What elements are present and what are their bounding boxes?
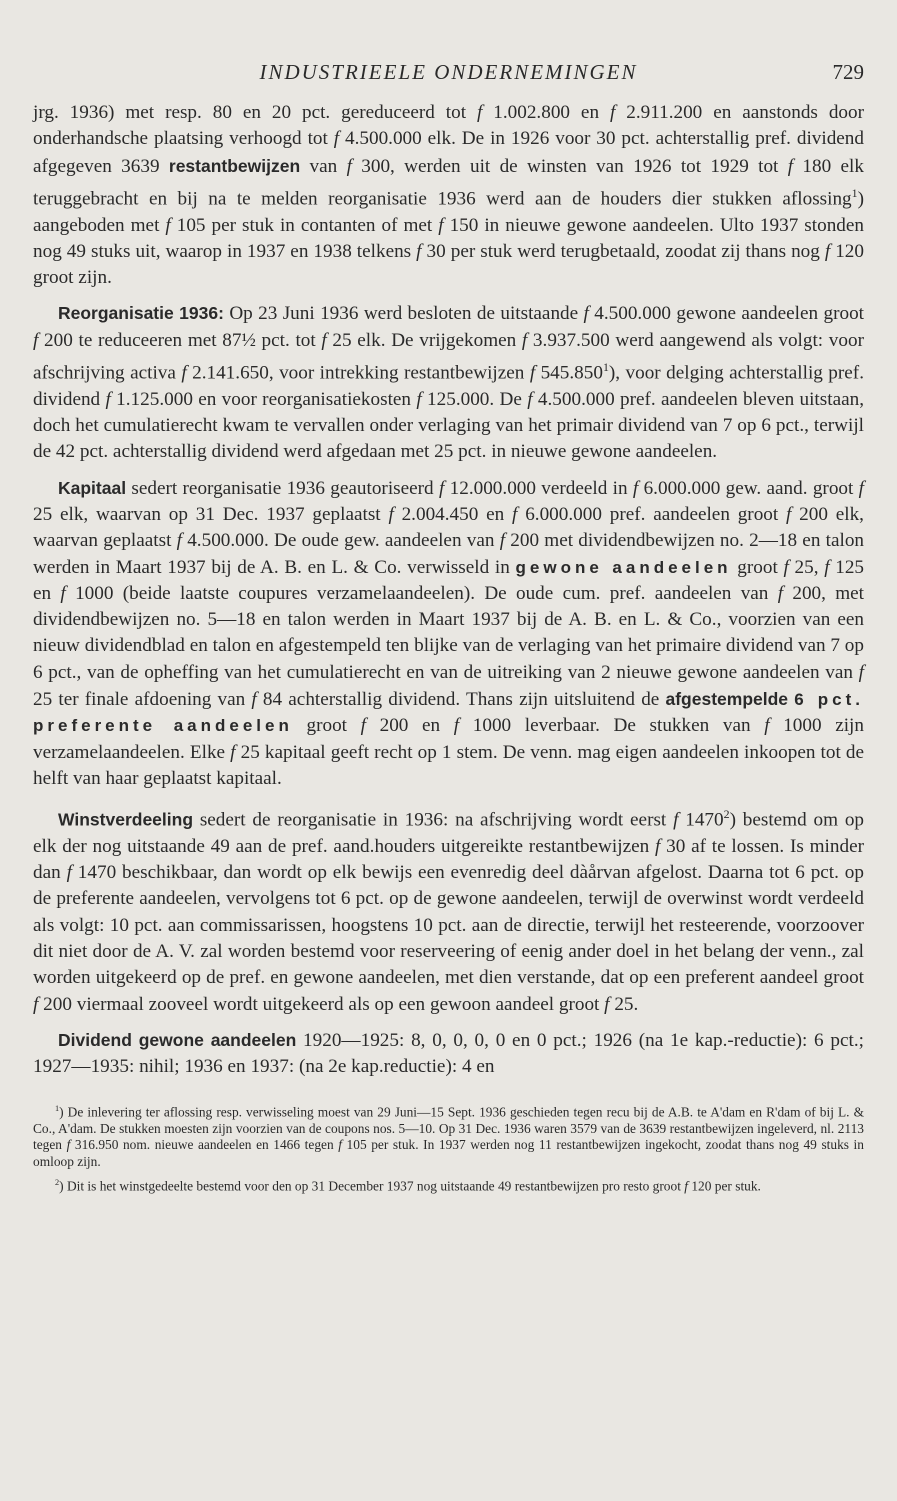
- florin-sign: f: [453, 715, 460, 737]
- paragraph-dividend: [33, 1027, 864, 1081]
- text-run: 200 met dividendbewijzen no. 2—18 en talon werden in Maart 1937 bij de A. B. en L. & Co. verwisseld in: [33, 530, 865, 578]
- paragraph-restantbewijzen: [33, 100, 864, 291]
- footnote-marker: 1: [851, 185, 858, 200]
- body-text: [33, 100, 864, 1081]
- florin-sign: f: [684, 1178, 688, 1194]
- florin-sign: f: [60, 582, 66, 604]
- bold-keyword: Kapitaal: [58, 477, 127, 498]
- florin-sign: f: [321, 329, 327, 351]
- text-run: van: [300, 155, 347, 177]
- text-run: 120 per stuk.: [688, 1178, 761, 1194]
- florin-sign: f: [824, 556, 830, 578]
- text-run: 1000 (beide laatste coupures verzamelaandeelen). De oude cum. pref. aandeelen van: [65, 582, 778, 604]
- florin-sign: f: [33, 329, 39, 351]
- florin-sign: f: [176, 530, 182, 552]
- text-run: 6.000.000 gew. aand. groot: [638, 477, 859, 499]
- text-run: ) bestemd om op elk der nog uitstaande 49 aan de pref. aand.houders uitgereikte restantbewijzen: [33, 809, 865, 857]
- florin-sign: f: [609, 102, 616, 123]
- footnote-1: [33, 1101, 864, 1171]
- text-run: 1920—1925: 8, 0, 0, 0, 0 en 0 pct.; 1926 (na 1e kap.-reductie): 6 pct.; 1927—1935: nihil; 1936 en 1937: (na 2e kap.reductie): 4 en: [33, 1029, 864, 1078]
- text-run: 1470 beschikbaar, dan wordt op elk bewijs een evenredig deel dàårvan afgelost. Daarna tot 6 pct. op de preferente aandeelen, vervolgens tot 6 pct. op de gewone aandeelen, terwijl de overwinst wordt verdeeld als volgt: 10 pct. aan commissarissen, hoogstens 10 pct. aan de directie, terwijl het resteerende, voorzoover dit niet door de A. V. zal worden bestemd voor reserveering of eenig ander doel in het belang der venn., zal worden uitgekeerd op de pref. en gewone aandeelen, met dien verstande, dat op een preferent aandeel groot: [33, 862, 864, 989]
- text-run: 6.000.000 pref. aandeelen groot: [517, 503, 787, 525]
- text-run: 150 in nieuwe gewone aandeelen. Ulto 1937 stonden nog 49 stuks uit, waarop in 1937 en 1938 telkens: [33, 214, 864, 262]
- florin-sign: f: [338, 1137, 342, 1153]
- text-run: 120 groot zijn.: [33, 240, 864, 289]
- text-run: 12.000.000 verdeeld in: [444, 477, 633, 499]
- text-run: ), voor delging achterstallig pref. dividend: [33, 362, 864, 410]
- florin-sign: f: [438, 477, 445, 499]
- text-run: 1.125.000 en voor reorganisatiekosten: [110, 388, 417, 410]
- bold-keyword: Winstverdeeling: [58, 809, 194, 830]
- florin-sign: f: [388, 503, 394, 525]
- text-run: 25 elk. De vrijgekomen: [326, 329, 522, 351]
- florin-sign: f: [105, 388, 111, 410]
- florin-sign: f: [632, 477, 639, 499]
- text-run: sedert de reorganisatie in 1936: na afschrijving wordt eerst: [193, 809, 674, 831]
- text-run: 2.141.650, voor intrekking restantbewijzen: [186, 362, 530, 384]
- florin-sign: f: [786, 503, 792, 525]
- florin-sign: f: [333, 128, 340, 150]
- text-run: 4.500.000 pref. aandeelen bleven uitstaan, doch het cumulatierecht kwam te vervallen onder verlaging van het primair dividend van 7 op 6 pct., terwijl de 42 pct. achterstallig dividend werd afgedaan met 25 pct. in nieuwe gewone aandeelen.: [33, 388, 864, 463]
- text-run: 84 achterstallig dividend. Thans zijn uitsluitend de: [256, 689, 666, 711]
- florin-sign: f: [583, 303, 589, 325]
- text-run: ) aangeboden met: [33, 188, 864, 236]
- footnote-marker: 2: [55, 1178, 60, 1188]
- footnote-marker: 1: [602, 360, 609, 375]
- florin-sign: f: [787, 155, 794, 177]
- text-run: 1000 leverbaar. De stukken van: [459, 715, 765, 737]
- footnote-marker: 1: [55, 1103, 60, 1113]
- florin-sign: f: [477, 102, 483, 123]
- paragraph-winstverdeeling: [33, 801, 864, 1018]
- florin-sign: f: [858, 661, 864, 683]
- text-run: ) Dit is het winstgedeelte bestemd voor den op 31 December 1937 nog uitstaande 49 restantbewijzen pro resto groot: [59, 1178, 685, 1194]
- text-run: 200 te reduceeren met 87½ pct. tot: [38, 329, 322, 351]
- text-run: 1470: [678, 809, 724, 831]
- text-run: groot: [292, 715, 361, 737]
- florin-sign: f: [655, 835, 661, 857]
- page-number: 729: [832, 60, 864, 84]
- text-run: 105 per stuk in contanten of met: [170, 214, 439, 236]
- florin-sign: f: [251, 689, 257, 711]
- florin-sign: f: [512, 503, 518, 525]
- text-run: 125 en: [33, 556, 865, 604]
- text-run: 180 elk teruggebracht en bij na te melden reorganisatie 1936 werd aan de houders dier stukken aflossing: [33, 155, 864, 210]
- florin-sign: f: [604, 993, 610, 1015]
- text-run: 200, met dividendbewijzen no. 5—18 en talon werden in Maart 1937 bij de A. B. en L. & Co., voorzien van een nieuw dividendblad en talon en afgestempeld ten blijke van de verlaging van het primaire dividend van 7 op 6 pct., van de opheffing van het cumulatierecht en van de uitreiking van 2 nieuwe gewone aandeelen van: [33, 582, 864, 683]
- bold-keyword: Dividend gewone aandeelen: [58, 1029, 297, 1050]
- running-header: [33, 60, 864, 92]
- text-run: 200 en: [365, 715, 454, 737]
- florin-sign: f: [673, 809, 679, 831]
- text-run: 1.002.800 en: [482, 102, 610, 123]
- spaced-keyword: gewone aandeelen: [515, 557, 732, 577]
- florin-sign: f: [527, 388, 533, 410]
- florin-sign: f: [66, 862, 72, 884]
- text-run: 1000 zijn verzamelaandeelen. Elke: [33, 715, 864, 763]
- florin-sign: f: [181, 362, 187, 384]
- florin-sign: f: [777, 582, 784, 604]
- text-run: groot: [731, 556, 784, 578]
- text-run: 200 elk, waarvan geplaatst: [33, 503, 864, 552]
- florin-sign: f: [33, 993, 39, 1015]
- florin-sign: f: [824, 240, 831, 262]
- text-run: ) De inlevering ter aflossing resp. verwisseling moest van 29 Juni—15 Sept. 1936 geschieden tegen recu bij de A.B. te A'dam en R'dam of bij L. & Co., A'dam. De stukken moesten zijn voorzien van de coupons nos. 5—10. Op 31 Dec. 1936 waren 3579 van de 3639 restantbewijzen ingeleverd, nl. 2113 tegen: [33, 1104, 864, 1153]
- florin-sign: f: [521, 329, 528, 351]
- florin-sign: f: [346, 155, 352, 177]
- florin-sign: f: [764, 715, 770, 737]
- text-run: Op 23 Juni 1936 werd besloten de uitstaande: [223, 303, 584, 325]
- running-title: INDUSTRIEELE ONDERNEMINGEN: [259, 60, 638, 84]
- text-run: jrg. 1936) met resp. 80 en 20 pct. gereduceerd tot: [33, 102, 477, 123]
- text-run: 25 ter finale afdoening van: [33, 689, 252, 711]
- florin-sign: f: [438, 214, 444, 236]
- footnotes: [33, 1101, 864, 1196]
- florin-sign: f: [230, 741, 236, 763]
- florin-sign: f: [360, 715, 366, 737]
- text-run: 316.950 nom. nieuwe aandeelen en 1466 tegen: [70, 1137, 339, 1153]
- florin-sign: f: [66, 1137, 71, 1153]
- text-run: 25.: [609, 993, 639, 1015]
- florin-sign: f: [783, 556, 789, 578]
- text-run: 545.850: [535, 362, 603, 384]
- text-run: 300, werden uit de winsten van 1926 tot 1929 tot: [351, 155, 788, 177]
- text-run: 3.937.500 werd aangewend als volgt: voor afschrijving activa: [33, 329, 864, 384]
- paragraph-reorganisatie: [33, 300, 864, 465]
- text-run: 25 kapitaal geeft recht op 1 stem. De venn. mag eigen aandeelen inkoopen tot de helft van haar geplaatst kapitaal.: [33, 741, 864, 789]
- bold-keyword: restantbewijzen: [168, 155, 301, 176]
- footnote-marker: 2: [723, 807, 730, 822]
- bold-keyword: afgestempelde: [665, 689, 789, 710]
- text-run: 25 elk, waarvan op 31 Dec. 1937 geplaatst: [33, 503, 389, 525]
- florin-sign: f: [416, 388, 422, 410]
- text-run: 200 viermaal zooveel wordt uitgekeerd als op een gewoon aandeel groot: [38, 993, 605, 1015]
- paragraph-kapitaal: [33, 475, 864, 793]
- text-run: 4.500.000 gewone aandeelen groot: [588, 303, 864, 325]
- text-run: 30 af te lossen. Is minder dan: [33, 835, 864, 884]
- florin-sign: f: [499, 530, 506, 552]
- bold-keyword: Reorganisatie 1936:: [58, 303, 224, 324]
- florin-sign: f: [529, 362, 536, 384]
- text-run: 30 per stuk werd terugbetaald, zoodat zij thans nog: [421, 240, 825, 262]
- text-run: 4.500.000. De oude gew. aandeelen van: [181, 530, 500, 552]
- florin-sign: f: [416, 240, 422, 262]
- text-run: 105 per stuk. In 1937 werden nog 11 restantbewijzen ingekocht, zoodat thans nog 49 stuks in omloop zijn.: [33, 1137, 864, 1169]
- spaced-keyword: 6 pct. preferente aandeelen: [33, 690, 864, 736]
- footnote-2: [33, 1175, 864, 1195]
- text-run: sedert reorganisatie 1936 geautoriseerd: [126, 477, 439, 499]
- text-run: 2.911.200 en aanstonds door onderhandsche plaatsing verhoogd tot: [33, 102, 864, 150]
- florin-sign: f: [165, 214, 171, 236]
- text-run: 25,: [788, 556, 825, 578]
- text-run: 4.500.000 elk. De in 1926 voor 30 pct. achterstallig pref. dividend afgegeven 3639: [33, 128, 864, 177]
- text-run: 2.004.450 en: [393, 503, 513, 525]
- text-run: 125.000. De: [421, 388, 528, 410]
- florin-sign: f: [858, 477, 864, 499]
